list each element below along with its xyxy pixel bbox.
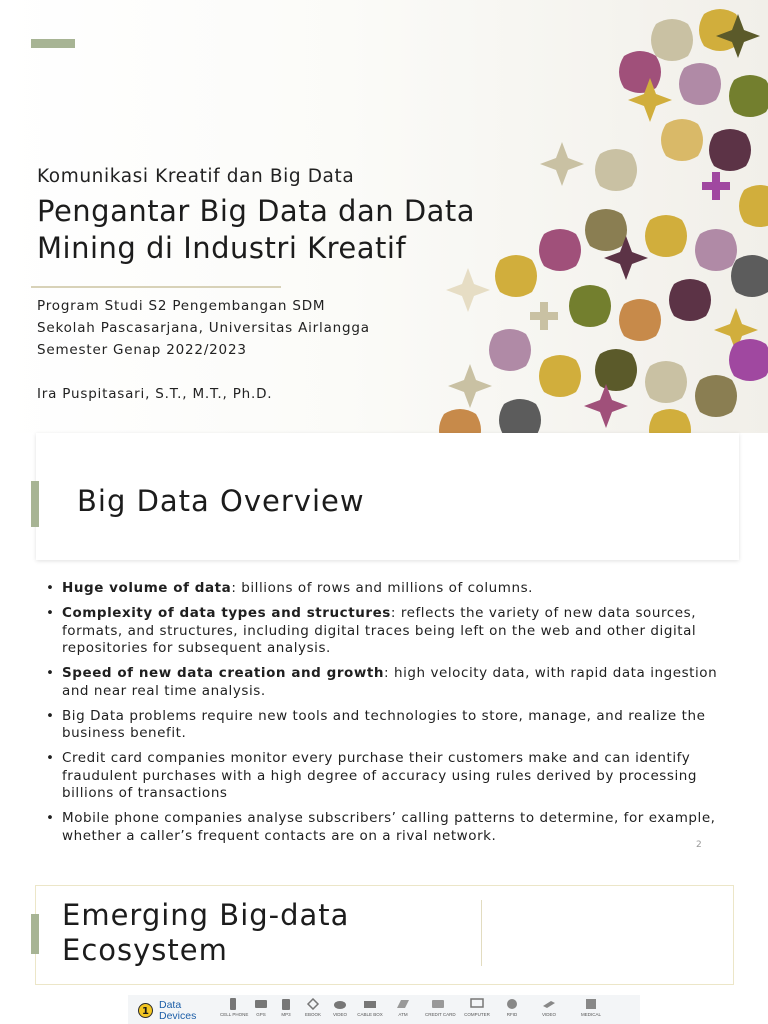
devices-label-line-1: Data <box>159 999 182 1011</box>
video-camera-icon <box>542 998 556 1010</box>
device-rfid: RFID <box>499 998 525 1017</box>
ecosystem-title <box>62 898 349 968</box>
bullet-item: • Mobile phone companies analyse subscribers’ calling patterns to determine, for example, whether a caller’s frequent contacts are on a rival network. <box>46 810 716 844</box>
bullet-text: Big Data problems require new tools and technologies to store, manage, and realize the business benefit. <box>62 707 706 741</box>
overview-accent-bar <box>31 481 39 527</box>
author-text: Ira Puspitasari, S.T., M.T., Ph.D. <box>37 386 273 402</box>
device-mp3: MP3 <box>273 998 299 1017</box>
device-atm: ATM <box>390 998 416 1017</box>
ecosystem-divider <box>481 900 482 966</box>
accent-bar <box>31 39 75 48</box>
medical-icon <box>584 998 598 1010</box>
mp3-icon <box>279 998 293 1010</box>
atm-icon <box>396 998 410 1010</box>
semester-text: Semester Genap 2022/2023 <box>37 342 247 358</box>
bullet-item: • Credit card companies monitor every purchase their customers make and can identify fraudulent purchases with a high degree of accuracy using rules derived by processing billions of transactions <box>46 750 698 801</box>
device-computer: COMPUTER <box>464 998 490 1017</box>
bullet-text: : billions of rows and millions of columns. <box>231 580 534 596</box>
bullet-text: Credit card companies monitor every purchase their customers make and can identify fraudulent purchases with a high degree of accuracy using rules derived by processing billions of transactions <box>62 750 698 801</box>
bullet-bold: Huge volume of data <box>62 580 232 596</box>
bullet-bold: Complexity of data types and structures <box>62 605 391 621</box>
bullet-item: • Huge volume of data: billions of rows and millions of columns. <box>46 580 534 596</box>
gps-icon <box>254 998 268 1010</box>
device-medical: MEDICAL <box>578 998 604 1017</box>
bullet-item: • Big Data problems require new tools and technologies to store, manage, and realize the business benefit. <box>46 707 706 741</box>
device-video: VIDEO <box>327 998 353 1017</box>
course-subtitle: Komunikasi Kreatif dan Big Data <box>37 166 355 187</box>
school-text: Sekolah Pascasarjana, Universitas Airlangga <box>37 320 370 336</box>
device-video-camera: VIDEO <box>536 998 562 1017</box>
rfid-icon <box>505 998 519 1010</box>
ecosystem-title-line-1: Emerging Big-data <box>62 898 350 932</box>
ebook-icon <box>306 998 320 1010</box>
device-ebook: EBOOK <box>300 998 326 1017</box>
page-number: 2 <box>696 840 702 850</box>
device-cable-box: CABLE BOX <box>357 998 383 1017</box>
devices-label-line-2: Devices <box>159 1010 197 1022</box>
data-devices-strip <box>128 995 640 1024</box>
video-game-icon <box>333 998 347 1010</box>
program-text: Program Studi S2 Pengembangan SDM <box>37 298 326 314</box>
bullet-text: : high velocity data, with rapid data ingestion and near real time analysis. <box>62 665 718 699</box>
title-line-2: Mining di Industri Kreatif <box>37 231 407 265</box>
ecosystem-title-line-2: Ecosystem <box>62 933 228 967</box>
overview-title: Big Data Overview <box>77 484 365 518</box>
credit-card-icon <box>431 998 445 1010</box>
computer-icon <box>470 998 484 1010</box>
cable-box-icon <box>363 998 377 1010</box>
bullet-item: • Complexity of data types and structures: reflects the variety of new data sources, formats, and structures, including digital traces being left on the web and other digital repositories for subsequent analysis. <box>46 605 697 656</box>
presentation-title <box>37 193 475 267</box>
ecosystem-accent-bar <box>31 914 39 954</box>
device-gps: GPS <box>248 998 274 1017</box>
title-line-1: Pengantar Big Data dan Data <box>37 194 476 228</box>
bullet-bold: Speed of new data creation and growth <box>62 665 385 681</box>
title-divider <box>31 286 281 288</box>
device-cell-phone: CELL PHONE <box>220 998 246 1017</box>
device-credit-card: CREDIT CARD <box>425 998 451 1017</box>
title-slide <box>0 0 768 433</box>
overview-bullet-list <box>46 580 736 853</box>
devices-number-badge: 1 <box>138 1003 153 1018</box>
cell-phone-icon <box>226 998 240 1010</box>
devices-label <box>159 1000 196 1022</box>
bullet-item: • Speed of new data creation and growth: high velocity data, with rapid data ingestion and near real time analysis. <box>46 665 718 699</box>
bullet-text: : reflects the variety of new data sources, formats, and structures, including digital traces being left on the web and other digital repositories for subsequent analysis. <box>62 605 697 656</box>
bullet-text: Mobile phone companies analyse subscribers’ calling patterns to determine, for example, whether a caller’s frequent contacts are on a rival network. <box>62 810 716 844</box>
